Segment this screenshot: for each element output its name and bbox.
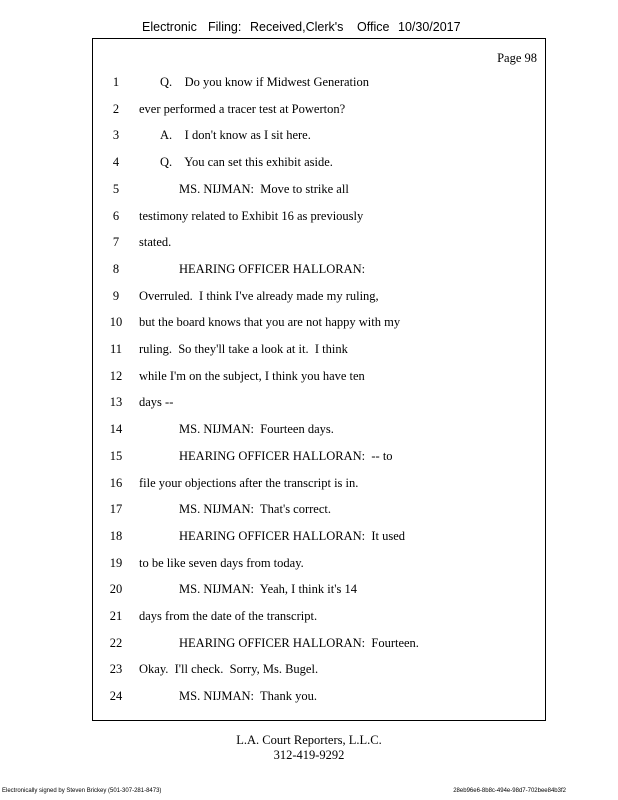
transcript-line <box>93 502 545 522</box>
line-number: 10 <box>109 315 123 330</box>
transcript-line <box>93 449 545 469</box>
transcript-line <box>93 689 545 709</box>
header-received-clerks: Received,Clerk's <box>250 20 344 34</box>
transcript-line <box>93 609 545 629</box>
transcript-line <box>93 289 545 309</box>
transcript-line <box>93 155 545 175</box>
line-number: 12 <box>109 368 123 383</box>
line-number: 6 <box>112 208 120 223</box>
line-text: days from the date of the transcript. <box>139 609 318 623</box>
transcript-line <box>93 556 545 576</box>
line-number: 23 <box>109 662 123 677</box>
transcript-line <box>93 209 545 229</box>
line-text: days -- <box>139 395 174 410</box>
line-number: 15 <box>109 448 123 463</box>
electronic-signature: Electronically signed by Steven Brickey (501-307-281-8473) <box>2 788 162 794</box>
line-text: HEARING OFFICER HALLORAN: Fourteen. <box>179 635 419 650</box>
line-text: while I'm on the subject, I think you have ten <box>139 368 365 383</box>
transcript-line <box>93 529 545 549</box>
line-number: 11 <box>109 342 123 356</box>
line-text: MS. NIJMAN: Move to strike all <box>179 181 349 196</box>
transcript-line <box>93 342 545 362</box>
line-number: 13 <box>109 395 123 410</box>
line-number: 7 <box>112 235 120 250</box>
line-number: 24 <box>109 689 123 704</box>
line-text: Q. Do you know if Midwest Generation <box>160 75 369 89</box>
line-number: 19 <box>109 555 123 570</box>
header-date: 10/30/2017 <box>398 20 461 34</box>
transcript-line <box>93 102 545 122</box>
line-text: Q. You can set this exhibit aside. <box>160 155 333 170</box>
transcript-line <box>93 476 545 496</box>
line-number: 20 <box>109 582 123 597</box>
transcript-line <box>93 422 545 442</box>
transcript-line <box>93 182 545 202</box>
transcript-line <box>93 636 545 656</box>
line-number: 22 <box>109 635 123 650</box>
line-text: MS. NIJMAN: That's correct. <box>179 502 332 517</box>
transcript-line <box>93 128 545 148</box>
line-text: MS. NIJMAN: Thank you. <box>179 689 317 704</box>
line-number: 8 <box>112 261 120 276</box>
transcript-line <box>93 395 545 415</box>
line-text: Okay. I'll check. Sorry, Ms. Bugel. <box>139 662 319 677</box>
line-text: but the board knows that you are not happy with my <box>139 315 401 330</box>
line-text: A. I don't know as I sit here. <box>160 128 311 143</box>
line-number: 18 <box>109 528 123 543</box>
line-text: ever performed a tracer test at Powerton? <box>139 101 346 116</box>
line-number: 5 <box>112 181 120 196</box>
line-text: ruling. So they'll take a look at it. I think <box>139 342 348 356</box>
line-text: MS. NIJMAN: Yeah, I think it's 14 <box>179 582 357 597</box>
line-number: 14 <box>109 422 123 437</box>
page-number: Page 98 <box>497 51 537 65</box>
transcript-line <box>93 315 545 335</box>
line-number: 16 <box>109 475 123 490</box>
header-office: Office <box>357 20 390 34</box>
line-number: 1 <box>112 75 120 89</box>
line-text: HEARING OFFICER HALLORAN: <box>179 261 366 276</box>
line-text: Overruled. I think I've already made my ruling, <box>139 288 379 303</box>
header-filing: Filing: <box>208 20 242 34</box>
line-number: 4 <box>112 155 120 170</box>
line-number: 21 <box>109 609 123 623</box>
line-text: stated. <box>139 235 172 250</box>
transcript-line <box>93 262 545 282</box>
filing-header <box>0 20 618 38</box>
line-text: MS. NIJMAN: Fourteen days. <box>179 422 334 437</box>
transcript-line <box>93 235 545 255</box>
line-text: to be like seven days from today. <box>139 555 304 570</box>
line-text: file your objections after the transcript is in. <box>139 475 359 490</box>
line-number: 3 <box>112 128 120 143</box>
transcript-line <box>93 75 545 95</box>
reporter-phone: 312-419-9292 <box>273 748 345 762</box>
line-number: 2 <box>112 101 120 116</box>
line-text: HEARING OFFICER HALLORAN: -- to <box>179 448 393 463</box>
transcript-line <box>93 582 545 602</box>
line-number: 17 <box>109 502 123 517</box>
document-hash: 28eb96e6-8b8c-494e-98d7-702bee84b3f2 <box>453 788 566 794</box>
reporter-company: L.A. Court Reporters, L.L.C. <box>236 733 382 747</box>
line-text: HEARING OFFICER HALLORAN: It used <box>179 528 406 543</box>
line-number: 9 <box>112 288 120 303</box>
header-electronic: Electronic <box>142 20 197 34</box>
transcript-line <box>93 369 545 389</box>
transcript-page <box>92 38 546 721</box>
transcript-line <box>93 662 545 682</box>
line-text: testimony related to Exhibit 16 as previously <box>139 208 364 223</box>
